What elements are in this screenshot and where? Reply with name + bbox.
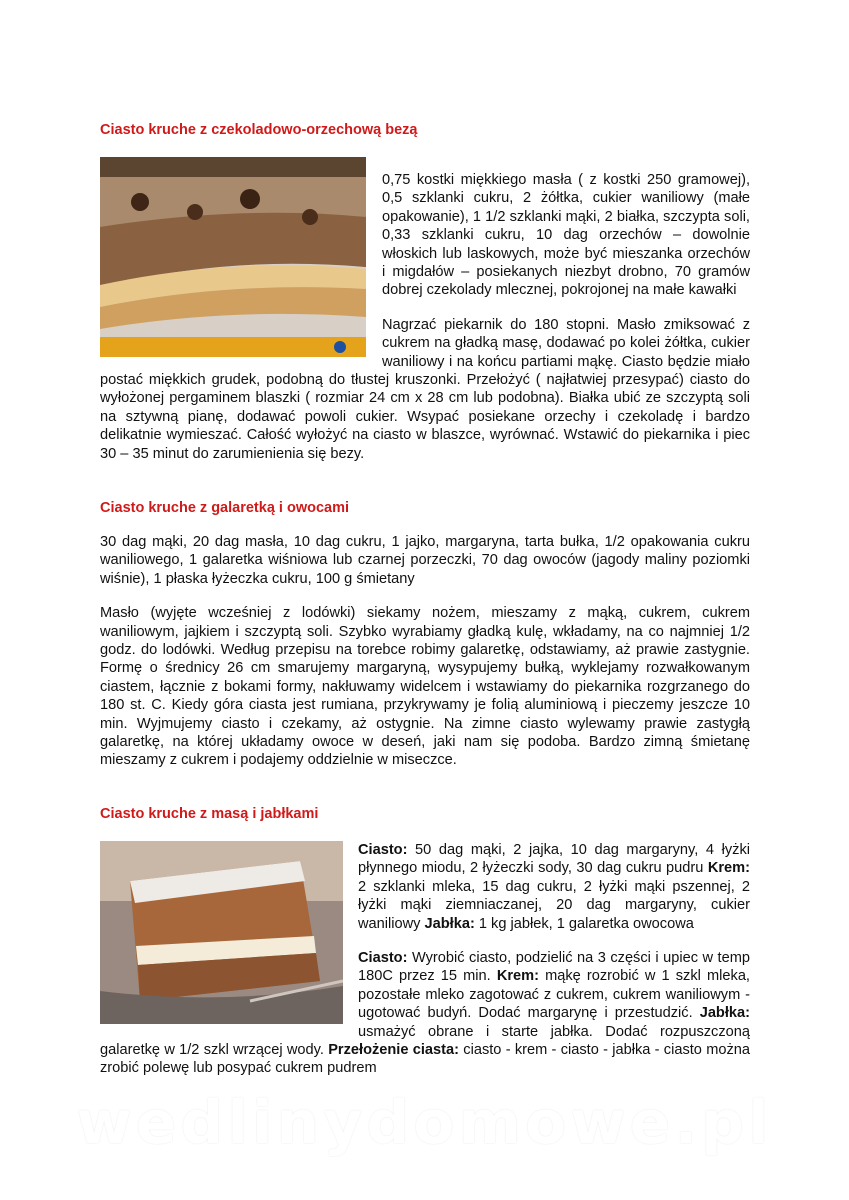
jablka-text: 1 kg jabłek, 1 galaretka owocowa	[474, 915, 694, 932]
recipe-photo-apple-cake	[100, 841, 343, 1024]
watermark: wedlinydomowe.pl	[76, 1088, 773, 1158]
label-przelozenie: Przełożenie ciasta:	[328, 1042, 460, 1059]
label-ciasto: Ciasto:	[358, 842, 408, 858]
label-krem: Krem:	[707, 860, 750, 877]
recipe-2	[100, 499, 750, 770]
method-ciasto-text: Wyrobić ciasto, podzielić na 3 części i upiec w temp 180C przez 15 min.	[358, 950, 750, 985]
method-krem-text: mąkę rozrobić w 1 szkl mleka, pozostałe mleko zagotować z cukrem, cukrem waniliowym - ugotować budyń. Dodać margarynę i przestudzić.	[358, 968, 750, 1022]
recipe-photo-meringue-cake	[100, 157, 366, 357]
method-przelozenie-text: ciasto - krem - ciasto - jabłka - ciasto można zrobić polewę lub posypać cukrem pudrem	[100, 1042, 750, 1077]
recipe-title: Ciasto kruche z galaretką i owocami	[100, 500, 350, 516]
label-jablka: Jabłka:	[424, 915, 475, 932]
recipe-ingredients: 0,75 kostki miękkiego masła ( z kostki 250 gramowej), 0,5 szklanki cukru, 2 żółtka, cukier waniliowy (małe opakowanie), 1 1/2 szklanki mąki, 2 białka, szczypta soli, 0,33 szklanki cukru, 10 dag orzechów – dowolnie włoskich lub laskowych, może być mieszanka orzechów i migdałów – posiekanych niezbyt drobno, 70 gramów dobrej czekolady mlecznej, pokrojonej na małe kawałki	[382, 172, 750, 299]
label-krem: Krem:	[496, 968, 539, 985]
label-jablka: Jabłka:	[699, 1005, 750, 1022]
recipe-ingredients: 30 dag mąki, 20 dag masła, 10 dag cukru, 1 jajko, margaryna, tarta bułka, 1/2 opakowania cukru waniliowego, 1 galaretka wiśniowa lub czarnej porzeczki, 70 dag owoców (jagody maliny poziomki wiśnie), 1 płaska łyżeczka cukru, 100 g śmietany	[100, 534, 750, 587]
krem-text: 2 szklanki mleka, 15 dag cukru, 2 łyżki mąki pszennej, 2 łyżki mąki ziemniaczanej, 20 dag margaryny, cukier waniliowy	[358, 878, 750, 932]
method-jablka-text: usmażyć obrane i starte jabłka. Dodać rozpuszczoną galaretkę w 1/2 szkl wrzącej wody.	[100, 1023, 750, 1059]
recipe-title: Ciasto kruche z masą i jabłkami	[100, 806, 319, 822]
recipe-method: Masło (wyjęte wcześniej z lodówki) siekamy nożem, mieszamy z mąką, cukrem, cukrem waniliowym, jajkiem i szczyptą soli. Szybko wyrabiamy gładką kulę, wkładamy, na co najmniej 1/2 godz. do lodówki. Według przepisu na torebce robimy galaretkę, odstawiamy, aż prawie zastygnie. Formę o średnicy 26 cm smarujemy margaryną, wysypujemy bułką, wyklejamy rozwałkowanym ciastem, łącznie z bokami formy, nakłuwamy widelcem i wstawiamy do piekarnika rozgrzanego do 180 st. C. Kiedy góra ciasta jest rumiana, przykrywamy je folią aluminiową i pieczemy jeszcze 10 min. Wyjmujemy ciasto i czekamy, aż ostygnie. Na zimne ciasto wylewamy prawie zastygłą galaretkę, na której układamy owoce w deseń, jaki nam się podoba. Bardzo zimną śmietanę mieszamy z cukrem i podajemy oddzielnie w miseczce.	[100, 605, 750, 769]
recipe-3	[100, 805, 750, 1078]
recipe-1	[100, 121, 750, 463]
label-ciasto: Ciasto:	[358, 950, 408, 967]
recipe-method: Nagrzać piekarnik do 180 stopni. Masło zmiksować z cukrem na gładką masę, dodawać po kolei żółtka, cukier waniliowy i na końcu partiami mąkę. Ciasto będzie miało postać miękkich grudek, podobną do tłustej kruszonki. Przełożyć ( najłatwiej przesypać) ciasto do wyłożonej pergaminem blaszki ( rozmiar 24 cm x 28 cm lub podobna). Białka ubić ze szczyptą soli na sztywną pianę, dodawać powoli cukier. Wsypać posiekane orzechy i czekoladę i bardzo delikatnie wymieszać. Całość wyłożyć na ciasto w blaszce, wyrównać. Wstawić do piekarnika i piec 30 – 35 minut do zarumienienia się bezy.	[100, 316, 750, 462]
recipe-title: Ciasto kruche z czekoladowo-orzechową bezą	[100, 122, 418, 138]
ciasto-text: 50 dag mąki, 2 jajka, 10 dag margaryny, 4 łyżki płynnego miodu, 2 łyżeczki sody, 30 dag cukru pudru	[358, 842, 750, 877]
